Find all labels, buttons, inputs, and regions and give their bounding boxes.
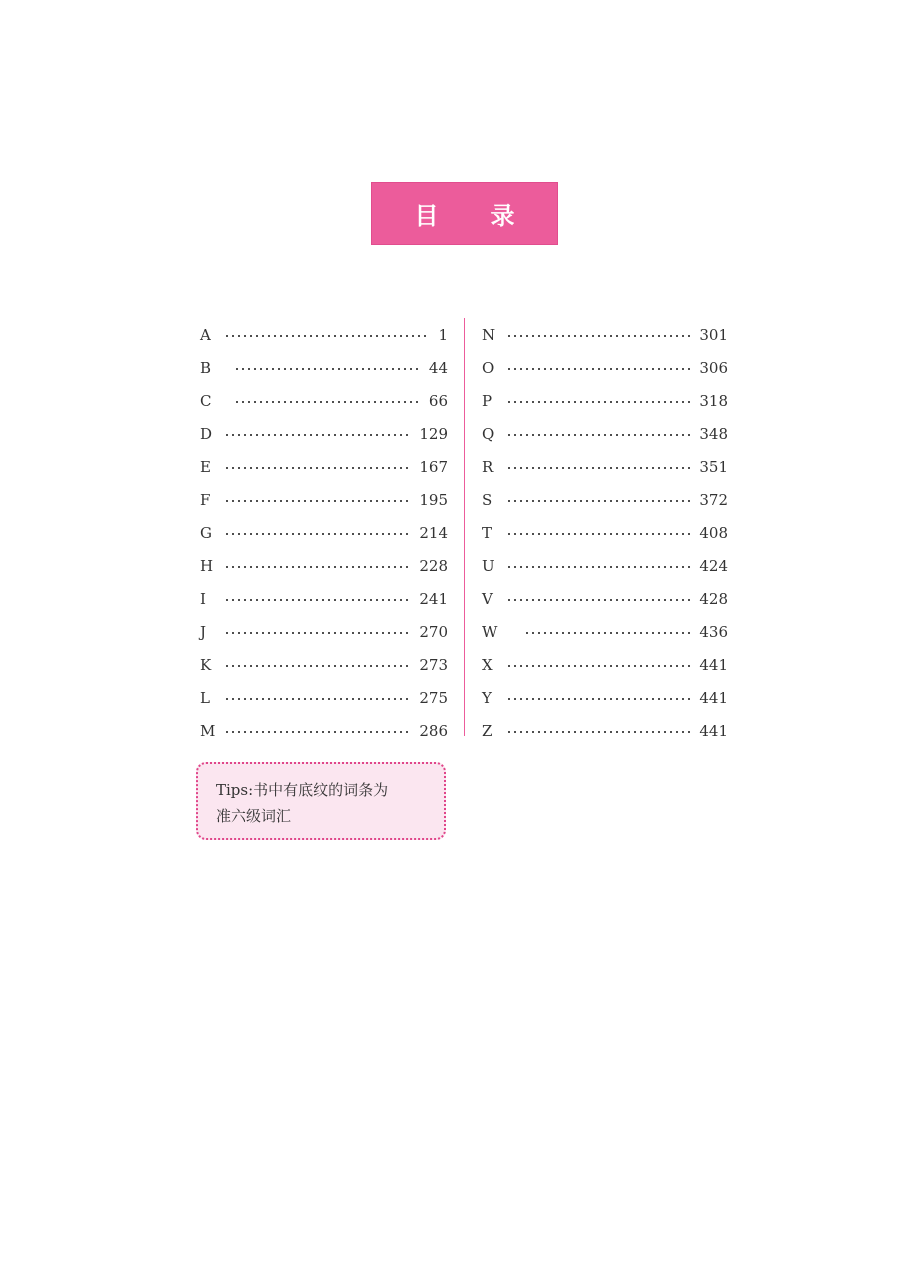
toc-page-number: 348 (699, 424, 728, 443)
toc-entry[interactable] (200, 681, 448, 714)
toc-letter: C (200, 391, 212, 410)
tips-line-1: Tips:书中有底纹的词条为 (216, 781, 389, 799)
toc-left-column (200, 318, 448, 747)
toc-entry[interactable] (200, 549, 448, 582)
toc-entry[interactable] (482, 549, 728, 582)
leader-dots (506, 698, 691, 700)
toc-page-number: 372 (699, 490, 728, 509)
toc-letter: G (200, 523, 212, 542)
leader-dots (506, 533, 691, 535)
page-title-banner (371, 182, 558, 245)
toc-page-number: 301 (699, 325, 728, 344)
leader-dots (506, 566, 691, 568)
toc-entry[interactable] (200, 351, 448, 384)
leader-dots (224, 434, 411, 436)
toc-page-number: 318 (699, 391, 728, 410)
leader-dots (224, 467, 411, 469)
toc-letter: Z (482, 721, 493, 740)
leader-dots (234, 401, 421, 403)
toc-entry[interactable] (200, 714, 448, 747)
toc-page-number: 428 (699, 589, 728, 608)
toc-page-number: 129 (419, 424, 448, 443)
toc-page-number: 214 (419, 523, 448, 542)
leader-dots (224, 632, 411, 634)
toc-entry[interactable] (200, 615, 448, 648)
leader-dots (506, 368, 691, 370)
leader-dots (506, 665, 691, 667)
toc-letter: Y (482, 688, 492, 707)
toc-entry[interactable] (482, 582, 728, 615)
toc-letter: E (200, 457, 211, 476)
toc-letter: P (482, 391, 493, 410)
toc-letter: U (482, 556, 495, 575)
toc-page-number: 441 (699, 688, 728, 707)
toc-entry[interactable] (200, 516, 448, 549)
toc-letter: M (200, 721, 216, 740)
toc-entry[interactable] (482, 714, 728, 747)
toc-page-number: 167 (419, 457, 448, 476)
toc-entry[interactable] (482, 615, 728, 648)
toc-page-number: 286 (419, 721, 448, 740)
toc-page-number: 44 (428, 358, 448, 377)
toc-entry[interactable] (482, 648, 728, 681)
leader-dots (506, 434, 691, 436)
toc-letter: T (482, 523, 493, 542)
toc-page-number: 1 (438, 325, 448, 344)
toc-letter: X (482, 655, 493, 674)
leader-dots (224, 665, 411, 667)
toc-entry[interactable] (200, 384, 448, 417)
leader-dots (506, 335, 691, 337)
leader-dots (506, 467, 691, 469)
toc-page-number: 441 (699, 655, 728, 674)
toc-entry[interactable] (482, 417, 728, 450)
toc-entry[interactable] (482, 351, 728, 384)
toc-entry[interactable] (200, 318, 448, 351)
toc-letter: A (200, 325, 211, 344)
toc-entry[interactable] (482, 516, 728, 549)
leader-dots (224, 731, 411, 733)
page-title-char-1: 目 (414, 202, 439, 230)
toc-entry[interactable] (482, 483, 728, 516)
leader-dots (224, 698, 411, 700)
toc-page-number: 228 (419, 556, 448, 575)
toc-page-number: 275 (419, 688, 448, 707)
leader-dots (506, 599, 691, 601)
toc-entry[interactable] (482, 681, 728, 714)
toc-letter: W (482, 622, 498, 641)
toc-page-number: 408 (699, 523, 728, 542)
toc-letter: Q (482, 424, 495, 443)
toc-letter: I (200, 589, 206, 608)
toc-letter: S (482, 490, 493, 509)
toc-entry[interactable] (200, 417, 448, 450)
toc-entry[interactable] (482, 450, 728, 483)
leader-dots (234, 368, 421, 370)
toc-entry[interactable] (200, 450, 448, 483)
toc-entry[interactable] (200, 582, 448, 615)
toc-page-number: 351 (699, 457, 728, 476)
leader-dots (506, 731, 691, 733)
toc-page-number: 424 (699, 556, 728, 575)
leader-dots (224, 500, 411, 502)
tips-line-2: 准六级词汇 (216, 807, 292, 825)
leader-dots (506, 500, 691, 502)
toc-entry[interactable] (200, 483, 448, 516)
toc-letter: R (482, 457, 494, 476)
tips-box (196, 762, 446, 840)
toc-letter: D (200, 424, 213, 443)
toc-page-number: 241 (419, 589, 448, 608)
column-divider (464, 318, 465, 736)
toc-letter: L (200, 688, 210, 707)
leader-dots (224, 566, 411, 568)
toc-letter: N (482, 325, 496, 344)
toc-letter: B (200, 358, 212, 377)
toc-letter: K (200, 655, 212, 674)
toc-page-number: 66 (428, 391, 448, 410)
toc-page-number: 441 (699, 721, 728, 740)
toc-page-number: 436 (699, 622, 728, 641)
leader-dots (224, 599, 411, 601)
toc-page-number: 270 (419, 622, 448, 641)
toc-letter: V (482, 589, 493, 608)
page-title-char-2: 录 (490, 202, 515, 230)
toc-right-column (482, 318, 728, 747)
toc-letter: O (482, 358, 495, 377)
toc-letter: J (200, 622, 207, 641)
toc-page-number: 306 (699, 358, 728, 377)
toc-entry[interactable] (200, 648, 448, 681)
leader-dots (224, 533, 411, 535)
toc-entry[interactable] (482, 384, 728, 417)
leader-dots (524, 632, 691, 634)
toc-page-number: 195 (419, 490, 448, 509)
toc-entry[interactable] (482, 318, 728, 351)
toc-letter: H (200, 556, 214, 575)
leader-dots (506, 401, 691, 403)
toc-page-number: 273 (419, 655, 448, 674)
toc-letter: F (200, 490, 211, 509)
leader-dots (224, 335, 430, 337)
